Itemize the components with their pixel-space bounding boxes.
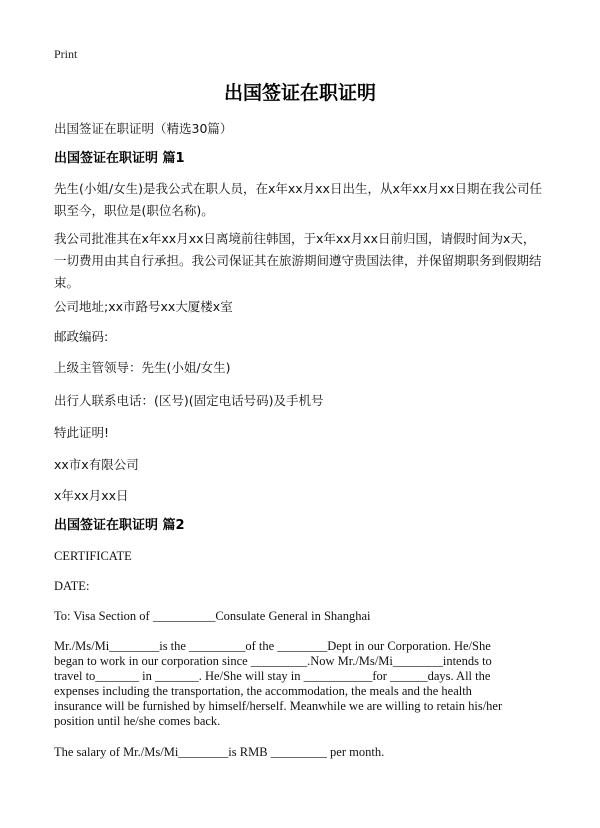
body-line: began to work in our corporation since _________.Now Mr./Ms/Mi________intends to: [54, 654, 492, 668]
body-line: expenses including the transportation, the accommodation, the meals and the health: [54, 684, 472, 698]
contact-phone: 出行人联系电话：(区号)(固定电话号码)及手机号: [54, 393, 324, 408]
subtitle: 出国签证在职证明（精选30篇）: [54, 121, 233, 136]
company-address: 公司地址;xx市路号xx大厦楼x室: [54, 299, 233, 314]
body-line: position until he/she comes back.: [54, 714, 221, 728]
section2-heading: 出国签证在职证明 篇2: [54, 518, 185, 533]
section1-para2: 我公司批准其在x年xx月xx日离境前往韩国，于x年xx月xx日前归国，请假时间为x天，一切费用由其自行承担。我公司保证其在旅游期间遵守贵国法律，并保留期职务到假期结束。: [54, 231, 542, 290]
body-line: travel to_______ in _______. He/She will stay in ___________for ______days. All the: [54, 669, 491, 683]
supervisor: 上级主管领导：先生(小姐/女生): [54, 360, 231, 375]
body-line: insurance will be furnished by himself/herself. Meanwhile we are willing to retain his/her: [54, 699, 503, 713]
section1-heading: 出国签证在职证明 篇1: [54, 151, 185, 166]
body-line: Mr./Ms/Mi________is the _________of the ________Dept in our Corporation. He/She: [54, 639, 491, 653]
section1-para1: 先生(小姐/女生)是我公式在职人员，在x年xx月xx日出生，从x年xx月xx日期在我公司任职至今，职位是(职位名称)。: [54, 181, 542, 218]
to-line: To: Visa Section of __________Consulate General in Shanghai: [54, 609, 371, 623]
postcode: 邮政编码:: [54, 329, 109, 344]
salary-line: The salary of Mr./Ms/Mi________is RMB _________ per month.: [54, 745, 385, 759]
issue-date: x年xx月xx日: [54, 488, 129, 503]
certificate-body: [54, 639, 546, 729]
print-label[interactable]: Print: [54, 47, 78, 61]
certificate-heading: CERTIFICATE: [54, 549, 132, 563]
certify-text: 特此证明!: [54, 425, 110, 440]
company-name: xx市x有限公司: [54, 457, 139, 472]
date-label: DATE:: [54, 579, 90, 593]
document-title: 出国签证在职证明: [223, 82, 376, 104]
